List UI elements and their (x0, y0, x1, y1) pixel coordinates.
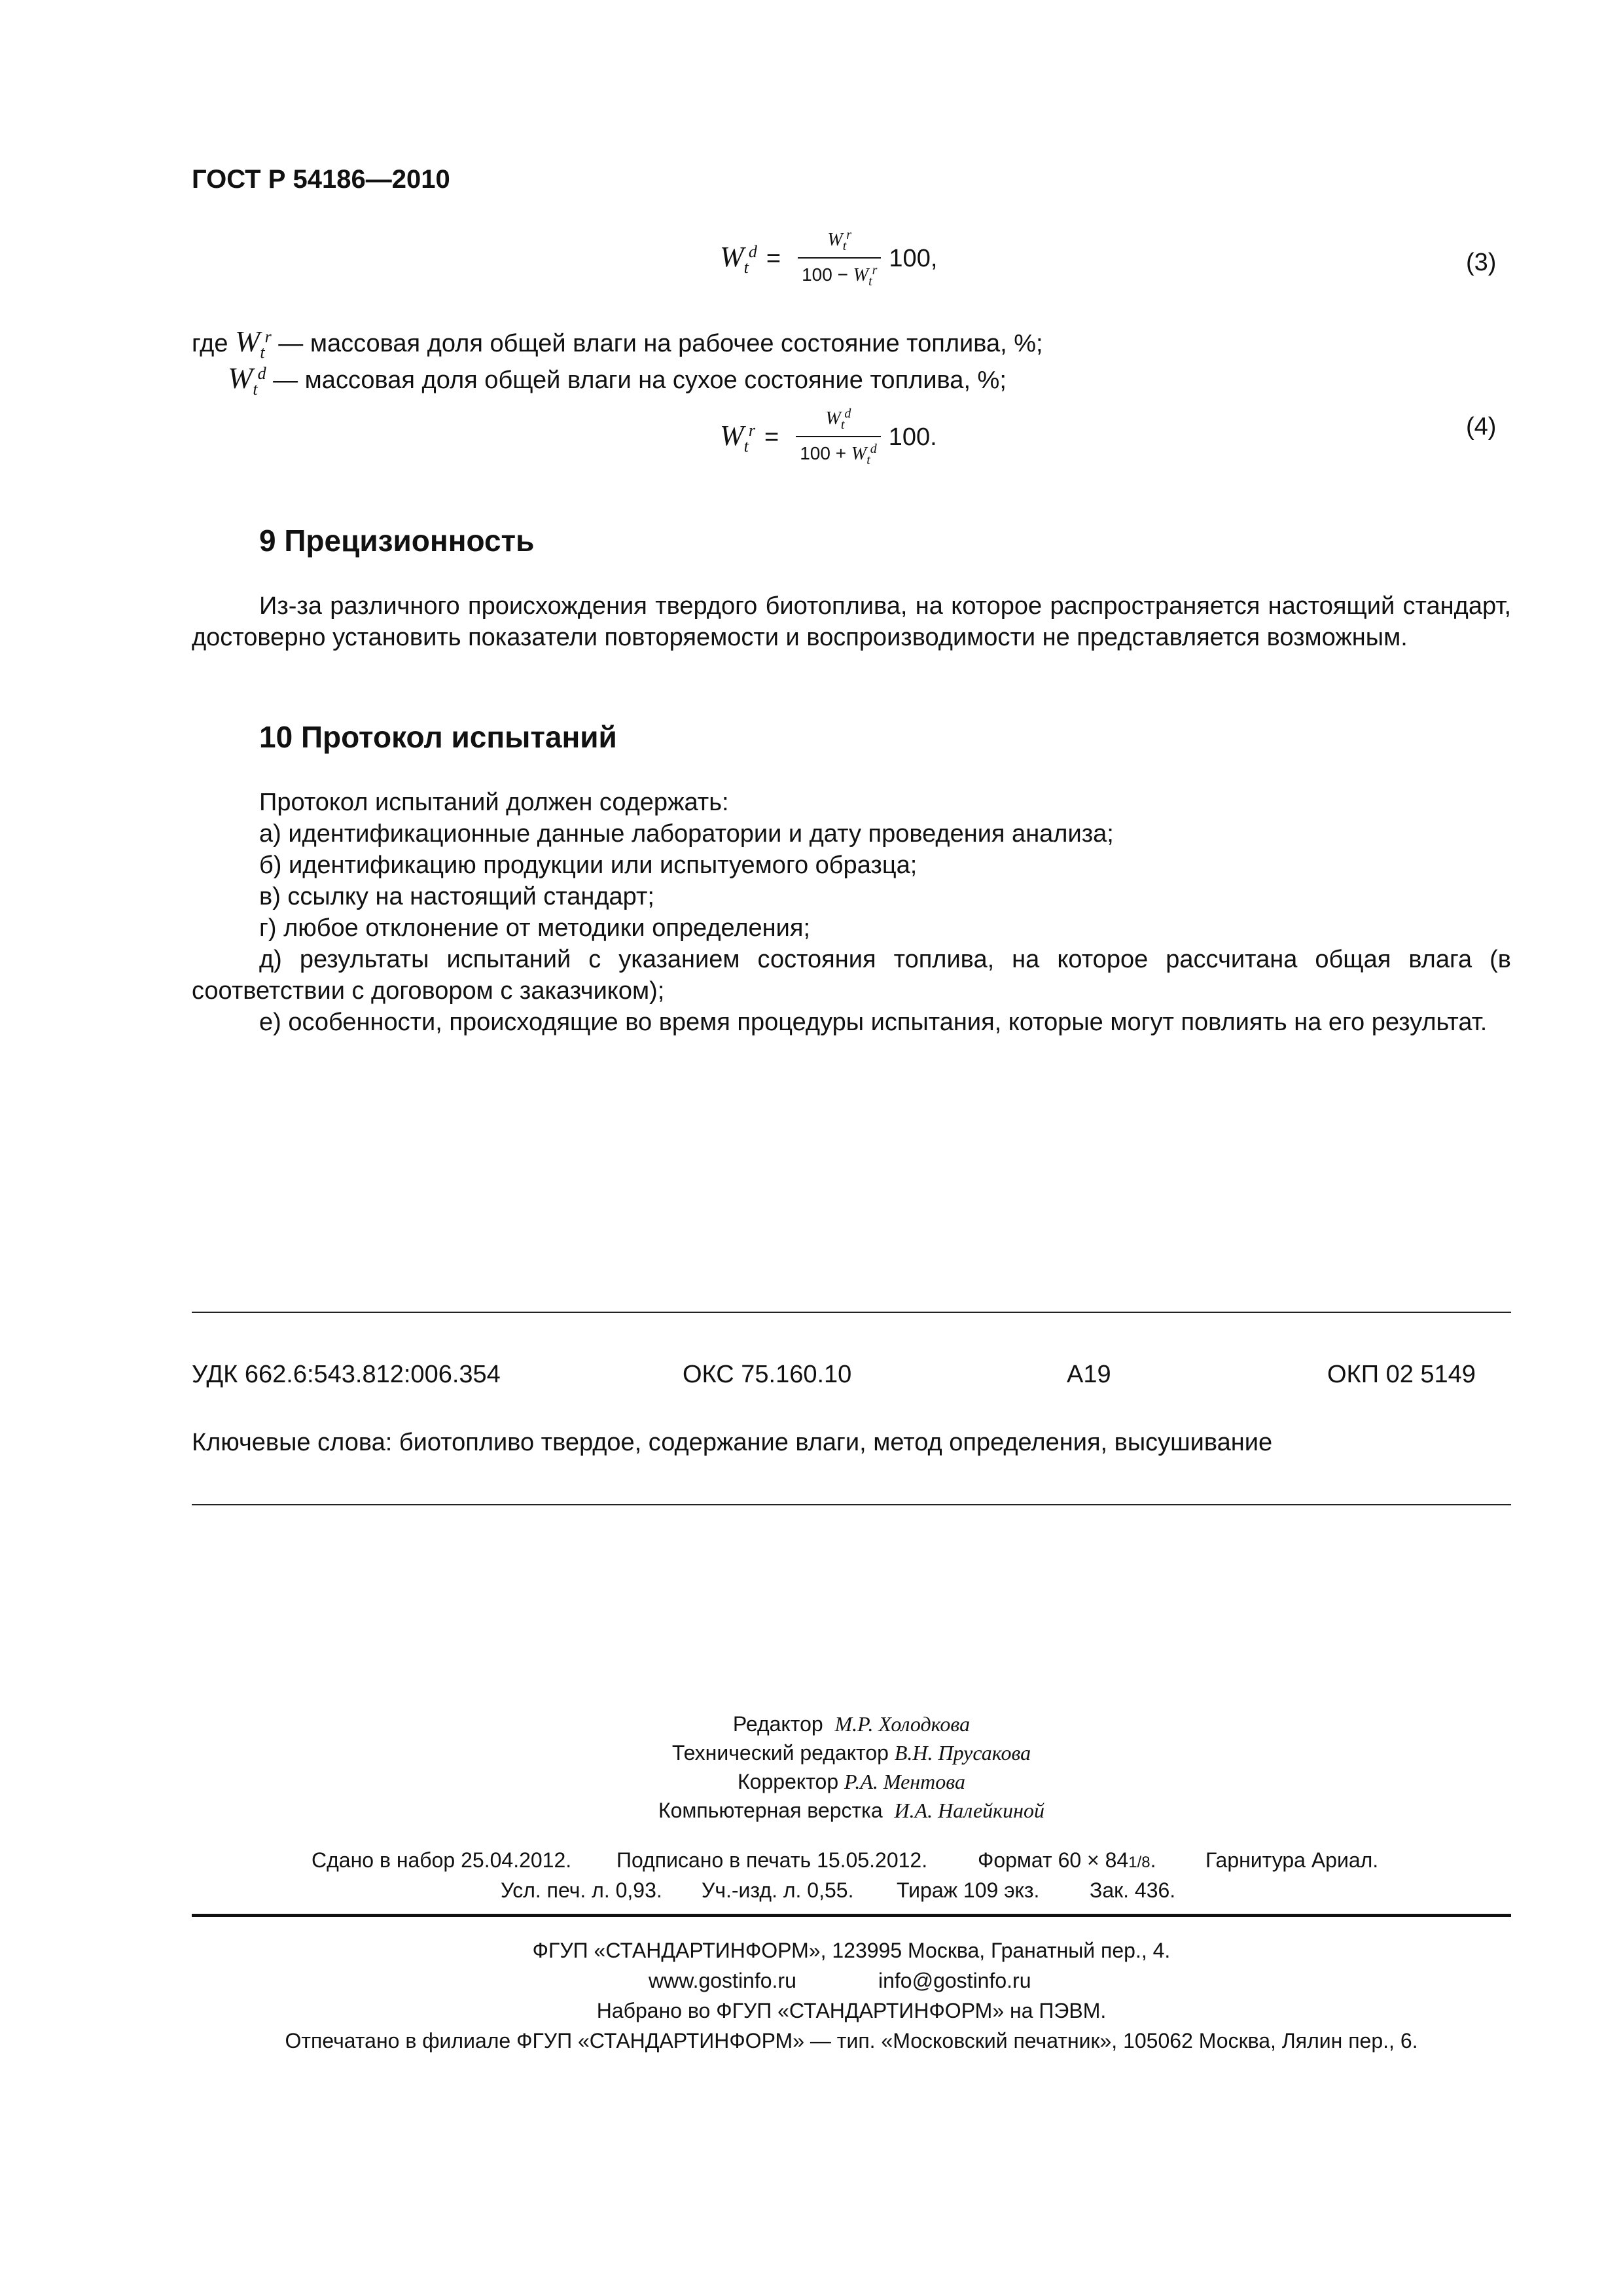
print-pub-sheets: Уч.-изд. л. 0,55. (702, 1878, 854, 1902)
print-sheets: Усл. печ. л. 0,93. (501, 1878, 662, 1902)
print-set-date: Сдано в набор 25.04.2012. (312, 1848, 572, 1872)
publisher-address: ФГУП «СТАНДАРТИНФОРМ», 123995 Москва, Гранатный пер., 4. (532, 1939, 1171, 1962)
definition-wd: $W_t^d$ — массовая доля общей влаги на сухое состояние топлива, %; (228, 361, 1007, 399)
formula-4 (720, 404, 937, 470)
formula-3-lhs: $W_t^d$ (720, 240, 757, 277)
divider-thick (192, 1914, 1511, 1917)
okp-code: ОКП 02 5149 (1327, 1361, 1476, 1388)
print-run: Тираж 109 экз. (897, 1878, 1040, 1902)
publisher-email[interactable]: info@gostinfo.ru (878, 1969, 1031, 1992)
formula-3-fraction: $\frac{W_t^r}{100 - W_t^r}$ (798, 224, 881, 293)
formula-4-factor: 100. (888, 423, 937, 451)
print-order: Зак. 436. (1090, 1878, 1176, 1902)
credit-layout: Компьютерная верстка И.А. Налейкиной (658, 1799, 1045, 1822)
publisher-typeset: Набрано во ФГУП «СТАНДАРТИНФОРМ» на ПЭВМ. (596, 1999, 1107, 2022)
list-item: а) идентификационные данные лаборатории и дату проведения анализа; (259, 820, 1114, 848)
oks-code: ОКС 75.160.10 (683, 1361, 852, 1388)
divider-top (192, 1312, 1511, 1313)
keywords: Ключевые слова: биотопливо твердое, содержание влаги, метод определения, высушивание (192, 1429, 1273, 1456)
publisher-website[interactable]: www.gostinfo.ru (649, 1969, 796, 1992)
section-9-paragraph: Из-за различного происхождения твердого биотоплива, на которое распространяется настоящий стандарт, достоверно установить показатели повторяемости и воспроизводимости не представляется возможным. (192, 592, 1511, 651)
definition-wr: где $W_t^r$ — массовая доля общей влаги на рабочее состояние топлива, %; (192, 325, 1043, 362)
section-9-heading: 9 Прецизионность (259, 524, 535, 558)
list-item: г) любое отклонение от методики определения; (259, 914, 811, 942)
formula-4-fraction: $\frac{W_t^d}{100 + W_t^d}$ (796, 403, 881, 472)
list-item: е) особенности, происходящие во время процедуры испытания, которые могут повлиять на его результат. (259, 1009, 1488, 1036)
credit-corrector: Корректор Р.А. Ментова (738, 1770, 965, 1793)
publisher-printed: Отпечатано в филиале ФГУП «СТАНДАРТИНФОРМ» — тип. «Московский печатник», 105062 Москва, Лялин пер., 6. (285, 2029, 1418, 2053)
formula-3 (720, 229, 937, 288)
udk-code: УДК 662.6:543.812:006.354 (192, 1361, 501, 1388)
credit-tech-editor: Технический редактор В.Н. Прусакова (671, 1741, 1031, 1765)
credits-block (192, 1710, 1511, 1825)
list-item: в) ссылку на настоящий стандарт; (259, 883, 654, 910)
group-code: А19 (1067, 1361, 1111, 1388)
print-format: Формат 60 × 841/8. (978, 1848, 1156, 1872)
divider-bottom (192, 1504, 1511, 1505)
equals-sign: = (764, 423, 779, 451)
print-font: Гарнитура Ариал. (1205, 1848, 1379, 1872)
formula-4-number: (4) (1466, 413, 1497, 440)
list-item: б) идентификацию продукции или испытуемого образца; (259, 852, 918, 879)
section-10-intro: Протокол испытаний должен содержать: (259, 789, 729, 816)
credit-editor: Редактор М.Р. Холодкова (732, 1712, 971, 1736)
equals-sign: = (766, 244, 781, 272)
formula-4-lhs: $W_t^r$ (720, 419, 756, 456)
formula-3-number: (3) (1466, 249, 1497, 276)
list-item: д) результаты испытаний с указанием состояния топлива, на которое рассчитана общая влага (в соответствии с договором с заказчиком); (192, 946, 1511, 1005)
section-10-heading: 10 Протокол испытаний (259, 720, 617, 754)
print-sign-date: Подписано в печать 15.05.2012. (616, 1848, 928, 1872)
document-id: ГОСТ Р 54186—2010 (192, 165, 450, 194)
formula-3-factor: 100, (889, 244, 938, 272)
